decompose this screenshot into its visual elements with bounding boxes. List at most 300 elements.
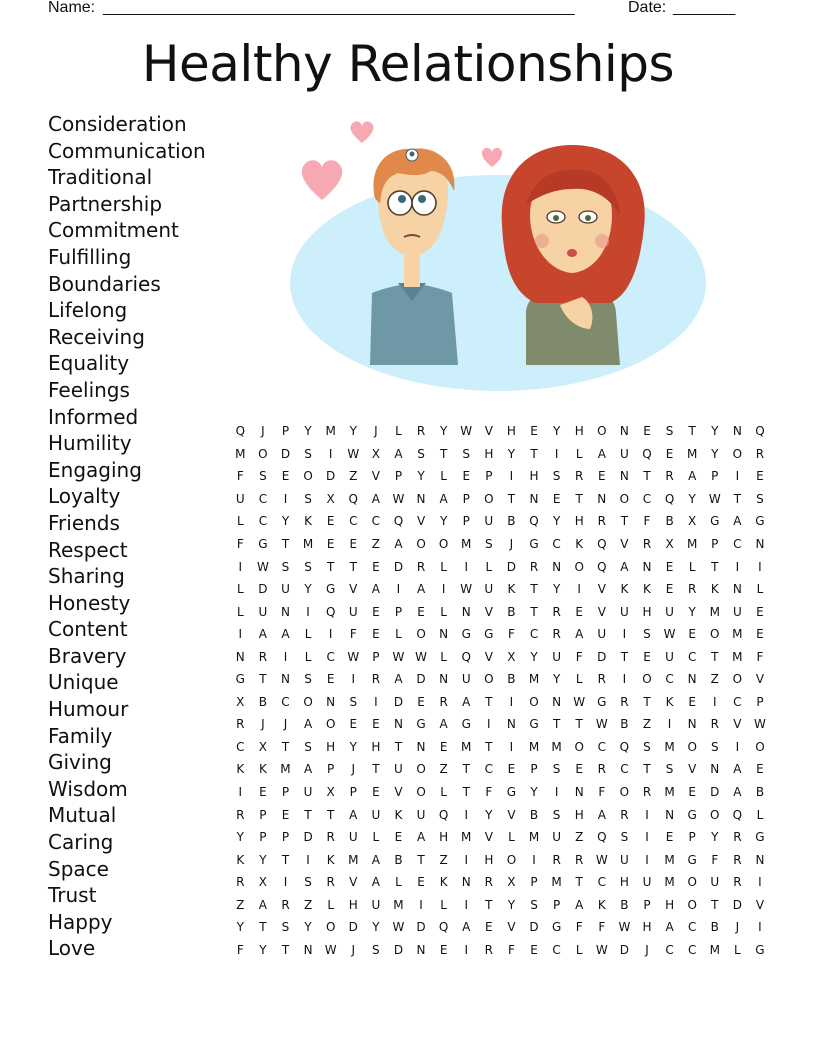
grid-cell[interactable]: N — [642, 559, 652, 574]
grid-cell[interactable]: T — [530, 604, 538, 619]
grid-cell[interactable]: R — [733, 852, 742, 867]
grid-cell[interactable]: C — [687, 649, 697, 664]
grid-cell[interactable]: E — [372, 785, 380, 800]
grid-cell[interactable]: I — [306, 604, 310, 619]
grid-cell[interactable]: Z — [439, 852, 448, 867]
grid-cell[interactable]: O — [529, 694, 539, 709]
grid-cell[interactable]: N — [552, 694, 562, 709]
grid-cell[interactable]: P — [281, 424, 290, 439]
grid-cell[interactable]: D — [619, 942, 630, 957]
grid-cell[interactable]: I — [509, 694, 514, 709]
grid-cell[interactable]: T — [643, 469, 651, 484]
grid-cell[interactable]: V — [484, 830, 493, 845]
grid-cell[interactable]: L — [395, 627, 402, 642]
grid-cell[interactable]: T — [281, 537, 290, 551]
grid-cell[interactable]: U — [348, 830, 358, 845]
grid-cell[interactable]: E — [688, 627, 696, 642]
grid-cell[interactable]: Q — [597, 537, 607, 551]
grid-cell[interactable]: V — [597, 582, 606, 597]
grid-cell[interactable]: N — [687, 717, 697, 732]
grid-cell[interactable]: W — [754, 717, 766, 732]
grid-cell[interactable]: V — [349, 875, 358, 890]
grid-cell[interactable]: O — [732, 446, 743, 461]
grid-cell[interactable]: O — [619, 785, 630, 800]
grid-cell[interactable]: I — [622, 627, 627, 642]
grid-cell[interactable]: L — [440, 604, 447, 619]
grid-cell[interactable]: S — [665, 424, 674, 439]
grid-cell[interactable]: I — [441, 582, 446, 597]
grid-cell[interactable]: A — [416, 830, 426, 845]
grid-cell[interactable]: I — [577, 582, 581, 597]
grid-cell[interactable]: V — [755, 897, 765, 912]
grid-cell[interactable]: N — [416, 942, 426, 957]
grid-cell[interactable]: W — [415, 649, 427, 664]
grid-cell[interactable]: W — [460, 424, 473, 439]
grid-cell[interactable]: N — [393, 717, 403, 732]
grid-cell[interactable]: R — [236, 717, 245, 732]
grid-cell[interactable]: H — [484, 446, 494, 461]
grid-cell[interactable]: I — [351, 672, 356, 687]
grid-cell[interactable]: E — [439, 739, 448, 754]
grid-cell[interactable]: I — [735, 739, 740, 754]
grid-cell[interactable]: O — [687, 739, 697, 754]
grid-cell[interactable]: A — [371, 852, 380, 867]
grid-cell[interactable]: T — [711, 897, 719, 912]
grid-cell[interactable]: U — [303, 785, 313, 800]
grid-cell[interactable]: O — [619, 491, 630, 506]
grid-cell[interactable]: G — [326, 582, 336, 597]
grid-cell[interactable]: M — [664, 875, 675, 890]
grid-cell[interactable]: E — [462, 469, 471, 484]
grid-cell[interactable]: O — [303, 469, 313, 484]
grid-cell[interactable]: E — [688, 785, 696, 800]
grid-cell[interactable]: W — [460, 582, 473, 597]
grid-cell[interactable]: R — [665, 469, 674, 484]
grid-cell[interactable]: M — [551, 739, 562, 754]
grid-cell[interactable]: C — [529, 627, 539, 642]
grid-cell[interactable]: I — [532, 852, 536, 867]
grid-cell[interactable]: Y — [304, 582, 312, 597]
grid-cell[interactable]: R — [552, 604, 561, 619]
grid-cell[interactable]: Q — [597, 559, 607, 574]
grid-cell[interactable]: M — [551, 875, 562, 890]
grid-cell[interactable]: I — [509, 469, 514, 484]
grid-cell[interactable]: Q — [461, 649, 471, 664]
grid-cell[interactable]: T — [485, 694, 493, 709]
grid-cell[interactable]: R — [620, 694, 629, 709]
grid-cell[interactable]: P — [349, 785, 357, 800]
grid-cell[interactable]: D — [258, 582, 268, 597]
grid-cell[interactable]: E — [259, 785, 267, 800]
grid-cell[interactable]: F — [643, 514, 651, 529]
grid-cell[interactable]: Y — [259, 852, 267, 867]
grid-cell[interactable]: R — [439, 694, 448, 709]
grid-cell[interactable]: C — [484, 762, 494, 777]
grid-cell[interactable]: T — [688, 424, 696, 439]
grid-cell[interactable]: O — [755, 739, 765, 754]
grid-cell[interactable]: G — [529, 537, 539, 551]
grid-cell[interactable]: O — [325, 717, 336, 732]
grid-cell[interactable]: U — [394, 762, 403, 777]
grid-cell[interactable]: L — [236, 514, 244, 529]
grid-cell[interactable]: E — [439, 942, 448, 957]
grid-cell[interactable]: K — [258, 762, 267, 777]
grid-cell[interactable]: A — [371, 875, 380, 890]
grid-cell[interactable]: V — [416, 514, 426, 529]
grid-cell[interactable]: E — [372, 627, 380, 642]
grid-cell[interactable]: H — [371, 739, 381, 754]
grid-cell[interactable]: X — [507, 875, 516, 890]
grid-cell[interactable]: L — [440, 469, 447, 484]
grid-cell[interactable]: R — [484, 875, 493, 890]
grid-cell[interactable]: Q — [597, 830, 607, 845]
grid-cell[interactable]: Y — [688, 491, 696, 506]
grid-cell[interactable]: S — [462, 446, 471, 461]
grid-cell[interactable]: G — [710, 514, 720, 529]
grid-cell[interactable]: M — [709, 942, 720, 957]
grid-cell[interactable]: F — [485, 785, 493, 800]
grid-cell[interactable]: A — [733, 514, 742, 529]
grid-cell[interactable]: V — [597, 604, 606, 619]
grid-cell[interactable]: K — [236, 852, 245, 867]
grid-cell[interactable]: R — [688, 582, 697, 597]
grid-cell[interactable]: E — [530, 424, 538, 439]
grid-cell[interactable]: I — [238, 627, 243, 642]
grid-cell[interactable]: P — [530, 762, 538, 777]
grid-cell[interactable]: J — [374, 424, 378, 439]
grid-cell[interactable]: P — [327, 762, 335, 777]
grid-cell[interactable]: C — [326, 649, 335, 664]
grid-cell[interactable]: O — [642, 672, 652, 687]
grid-cell[interactable]: S — [552, 762, 561, 777]
grid-cell[interactable]: H — [642, 604, 652, 619]
grid-cell[interactable]: C — [733, 537, 742, 551]
grid-cell[interactable]: I — [667, 717, 672, 732]
grid-cell[interactable]: O — [484, 491, 494, 506]
grid-cell[interactable]: M — [235, 446, 246, 461]
grid-cell[interactable]: V — [394, 785, 403, 800]
grid-cell[interactable]: S — [665, 762, 674, 777]
grid-cell[interactable]: N — [506, 717, 516, 732]
grid-cell[interactable]: G — [258, 537, 268, 551]
grid-cell[interactable]: N — [552, 559, 562, 574]
grid-cell[interactable]: T — [711, 649, 719, 664]
grid-cell[interactable]: D — [506, 559, 517, 574]
grid-cell[interactable]: C — [597, 739, 606, 754]
grid-cell[interactable]: Y — [259, 942, 267, 957]
grid-cell[interactable]: A — [371, 491, 380, 506]
grid-cell[interactable]: M — [280, 762, 291, 777]
grid-cell[interactable]: M — [461, 739, 472, 754]
grid-cell[interactable]: N — [710, 762, 720, 777]
grid-cell[interactable]: S — [304, 559, 312, 574]
grid-cell[interactable]: E — [643, 424, 651, 439]
grid-cell[interactable]: R — [326, 875, 335, 890]
grid-cell[interactable]: A — [416, 582, 426, 597]
grid-cell[interactable]: A — [303, 762, 313, 777]
grid-cell[interactable]: N — [619, 469, 629, 484]
grid-cell[interactable]: W — [392, 649, 405, 664]
grid-cell[interactable]: N — [732, 424, 742, 439]
grid-cell[interactable]: N — [416, 739, 426, 754]
grid-cell[interactable]: A — [258, 897, 267, 912]
grid-cell[interactable]: O — [687, 897, 697, 912]
grid-cell[interactable]: Y — [349, 424, 357, 439]
grid-cell[interactable]: R — [281, 897, 290, 912]
grid-cell[interactable]: O — [732, 672, 743, 687]
grid-cell[interactable]: V — [507, 920, 516, 935]
grid-cell[interactable]: R — [733, 875, 742, 890]
grid-cell[interactable]: K — [597, 897, 606, 912]
grid-cell[interactable]: E — [372, 559, 380, 574]
grid-cell[interactable]: W — [663, 627, 676, 642]
grid-cell[interactable]: R — [597, 762, 606, 777]
grid-cell[interactable]: L — [575, 446, 583, 461]
grid-cell[interactable]: S — [281, 920, 290, 935]
grid-cell[interactable]: T — [327, 807, 335, 822]
grid-cell[interactable]: T — [417, 852, 425, 867]
grid-cell[interactable]: O — [416, 537, 426, 551]
grid-cell[interactable]: S — [552, 469, 561, 484]
grid-cell[interactable]: Y — [711, 446, 719, 461]
grid-cell[interactable]: H — [439, 830, 449, 845]
grid-cell[interactable]: S — [756, 491, 764, 506]
grid-cell[interactable]: S — [372, 942, 380, 957]
grid-cell[interactable]: N — [461, 604, 471, 619]
grid-cell[interactable]: N — [755, 852, 765, 867]
grid-cell[interactable]: T — [462, 785, 470, 800]
grid-cell[interactable]: Y — [711, 424, 719, 439]
grid-cell[interactable]: E — [417, 875, 425, 890]
grid-cell[interactable]: C — [552, 942, 561, 957]
grid-cell[interactable]: A — [394, 537, 403, 551]
grid-cell[interactable]: R — [642, 785, 652, 800]
grid-cell[interactable]: T — [327, 559, 335, 574]
grid-cell[interactable]: I — [554, 446, 559, 461]
grid-cell[interactable]: L — [372, 830, 380, 845]
grid-cell[interactable]: X — [665, 537, 674, 551]
grid-cell[interactable]: B — [710, 920, 719, 935]
grid-cell[interactable]: R — [416, 559, 426, 574]
grid-cell[interactable]: D — [348, 920, 358, 935]
grid-cell[interactable]: I — [758, 920, 762, 935]
grid-cell[interactable]: N — [280, 604, 290, 619]
grid-cell[interactable]: D — [393, 942, 404, 957]
grid-cell[interactable]: B — [620, 717, 629, 732]
grid-cell[interactable]: U — [371, 807, 381, 822]
grid-cell[interactable]: R — [484, 942, 493, 957]
grid-cell[interactable]: D — [393, 559, 404, 574]
grid-cell[interactable]: P — [394, 469, 403, 484]
grid-cell[interactable]: Y — [439, 424, 448, 439]
grid-cell[interactable]: K — [236, 762, 245, 777]
grid-cell[interactable]: I — [419, 897, 423, 912]
grid-cell[interactable]: B — [529, 807, 539, 822]
grid-cell[interactable]: J — [351, 762, 356, 777]
grid-cell[interactable]: T — [530, 582, 538, 597]
grid-cell[interactable]: W — [324, 942, 337, 957]
grid-cell[interactable]: Y — [304, 920, 312, 935]
grid-cell[interactable]: L — [304, 649, 312, 664]
date-field-line[interactable]: _______ — [673, 0, 736, 16]
grid-cell[interactable]: U — [552, 830, 561, 845]
grid-cell[interactable]: T — [575, 875, 583, 890]
grid-cell[interactable]: I — [464, 942, 468, 957]
grid-cell[interactable]: A — [349, 807, 358, 822]
grid-cell[interactable]: I — [238, 785, 243, 800]
grid-cell[interactable]: E — [552, 491, 561, 506]
grid-cell[interactable]: O — [574, 559, 584, 574]
grid-cell[interactable]: E — [372, 717, 380, 732]
grid-cell[interactable]: F — [756, 649, 764, 664]
grid-cell[interactable]: E — [326, 514, 335, 529]
grid-cell[interactable]: I — [283, 491, 288, 506]
grid-cell[interactable]: U — [461, 672, 471, 687]
grid-cell[interactable]: Y — [304, 424, 312, 439]
grid-cell[interactable]: N — [235, 649, 245, 664]
grid-cell[interactable]: Q — [755, 424, 765, 439]
grid-cell[interactable]: T — [349, 559, 357, 574]
grid-cell[interactable]: S — [552, 807, 561, 822]
grid-cell[interactable]: N — [687, 672, 697, 687]
grid-cell[interactable]: H — [348, 897, 358, 912]
grid-cell[interactable]: C — [258, 514, 268, 529]
grid-cell[interactable]: X — [326, 491, 335, 506]
grid-cell[interactable]: N — [574, 785, 584, 800]
grid-cell[interactable]: R — [552, 852, 561, 867]
grid-cell[interactable]: N — [461, 875, 471, 890]
grid-cell[interactable]: M — [528, 830, 540, 845]
grid-cell[interactable]: K — [394, 807, 403, 822]
grid-cell[interactable]: A — [371, 582, 380, 597]
grid-cell[interactable]: E — [598, 469, 606, 484]
grid-cell[interactable]: Y — [530, 785, 538, 800]
grid-cell[interactable]: O — [258, 446, 268, 461]
grid-cell[interactable]: O — [484, 672, 494, 687]
grid-cell[interactable]: V — [755, 672, 765, 687]
grid-cell[interactable]: Q — [529, 514, 539, 529]
grid-cell[interactable]: A — [394, 446, 403, 461]
grid-cell[interactable]: E — [394, 830, 403, 845]
grid-cell[interactable]: N — [665, 807, 675, 822]
grid-cell[interactable]: L — [508, 830, 515, 845]
grid-cell[interactable]: T — [394, 739, 403, 754]
grid-cell[interactable]: Q — [438, 807, 449, 822]
grid-cell[interactable]: E — [372, 604, 380, 619]
grid-cell[interactable]: Z — [710, 672, 719, 687]
grid-cell[interactable]: T — [530, 446, 538, 461]
grid-cell[interactable]: Y — [507, 897, 516, 912]
grid-cell[interactable]: F — [349, 627, 357, 642]
grid-cell[interactable]: P — [756, 694, 764, 709]
grid-cell[interactable]: F — [575, 920, 583, 935]
grid-cell[interactable]: X — [507, 649, 516, 664]
grid-cell[interactable]: G — [235, 672, 245, 687]
grid-cell[interactable]: B — [665, 514, 674, 529]
grid-cell[interactable]: W — [595, 942, 608, 957]
grid-cell[interactable]: Y — [485, 807, 493, 822]
grid-cell[interactable]: M — [528, 672, 540, 687]
grid-cell[interactable]: P — [372, 649, 380, 664]
grid-cell[interactable]: D — [732, 897, 742, 912]
grid-cell[interactable]: A — [575, 627, 584, 642]
grid-cell[interactable]: T — [259, 672, 267, 687]
grid-cell[interactable]: W — [347, 446, 360, 461]
grid-cell[interactable]: E — [575, 604, 583, 619]
grid-cell[interactable]: C — [733, 694, 742, 709]
grid-cell[interactable]: A — [439, 491, 448, 506]
grid-cell[interactable]: L — [575, 942, 583, 957]
grid-cell[interactable]: C — [281, 694, 290, 709]
grid-cell[interactable]: H — [619, 875, 629, 890]
grid-cell[interactable]: K — [326, 852, 335, 867]
grid-cell[interactable]: P — [259, 830, 267, 845]
grid-cell[interactable]: G — [755, 830, 765, 845]
grid-cell[interactable]: J — [351, 942, 356, 957]
grid-cell[interactable]: I — [283, 649, 288, 664]
grid-cell[interactable]: P — [281, 830, 290, 845]
grid-cell[interactable]: I — [396, 582, 401, 597]
grid-cell[interactable]: Q — [235, 424, 246, 439]
grid-cell[interactable]: H — [326, 739, 336, 754]
grid-cell[interactable]: A — [688, 469, 697, 484]
grid-cell[interactable]: C — [236, 739, 245, 754]
grid-cell[interactable]: X — [258, 739, 267, 754]
grid-cell[interactable]: N — [619, 424, 629, 439]
grid-cell[interactable]: A — [597, 446, 606, 461]
grid-cell[interactable]: U — [710, 875, 720, 890]
grid-cell[interactable]: T — [439, 446, 448, 461]
grid-cell[interactable]: I — [464, 852, 468, 867]
grid-cell[interactable]: R — [733, 830, 742, 845]
grid-cell[interactable]: R — [258, 649, 268, 664]
grid-cell[interactable]: M — [664, 852, 675, 867]
grid-cell[interactable]: T — [462, 762, 470, 777]
grid-cell[interactable]: X — [326, 785, 335, 800]
grid-cell[interactable]: E — [281, 469, 290, 484]
grid-cell[interactable]: T — [575, 717, 583, 732]
grid-cell[interactable]: W — [347, 649, 360, 664]
grid-cell[interactable]: W — [708, 491, 721, 506]
grid-cell[interactable]: L — [440, 785, 447, 800]
grid-cell[interactable]: P — [394, 604, 403, 619]
grid-cell[interactable]: Q — [348, 491, 358, 506]
grid-cell[interactable]: F — [598, 920, 606, 935]
grid-cell[interactable]: N — [597, 491, 607, 506]
grid-cell[interactable]: R — [642, 537, 652, 551]
grid-cell[interactable]: T — [259, 920, 267, 935]
grid-cell[interactable]: L — [756, 582, 764, 597]
grid-cell[interactable]: G — [551, 920, 562, 935]
grid-cell[interactable]: R — [236, 807, 245, 822]
grid-cell[interactable]: H — [484, 852, 494, 867]
grid-cell[interactable]: I — [238, 559, 243, 574]
grid-cell[interactable]: B — [507, 604, 516, 619]
grid-cell[interactable]: R — [552, 627, 561, 642]
grid-cell[interactable]: I — [645, 830, 649, 845]
grid-cell[interactable]: S — [485, 537, 493, 551]
grid-cell[interactable]: P — [711, 537, 719, 551]
grid-cell[interactable]: U — [665, 604, 674, 619]
grid-cell[interactable]: L — [688, 559, 696, 574]
grid-cell[interactable]: L — [236, 604, 244, 619]
grid-cell[interactable]: E — [417, 604, 425, 619]
grid-cell[interactable]: Y — [236, 830, 244, 845]
grid-cell[interactable]: R — [710, 717, 719, 732]
grid-cell[interactable]: L — [485, 559, 493, 574]
grid-cell[interactable]: V — [484, 649, 493, 664]
grid-cell[interactable]: I — [464, 807, 468, 822]
